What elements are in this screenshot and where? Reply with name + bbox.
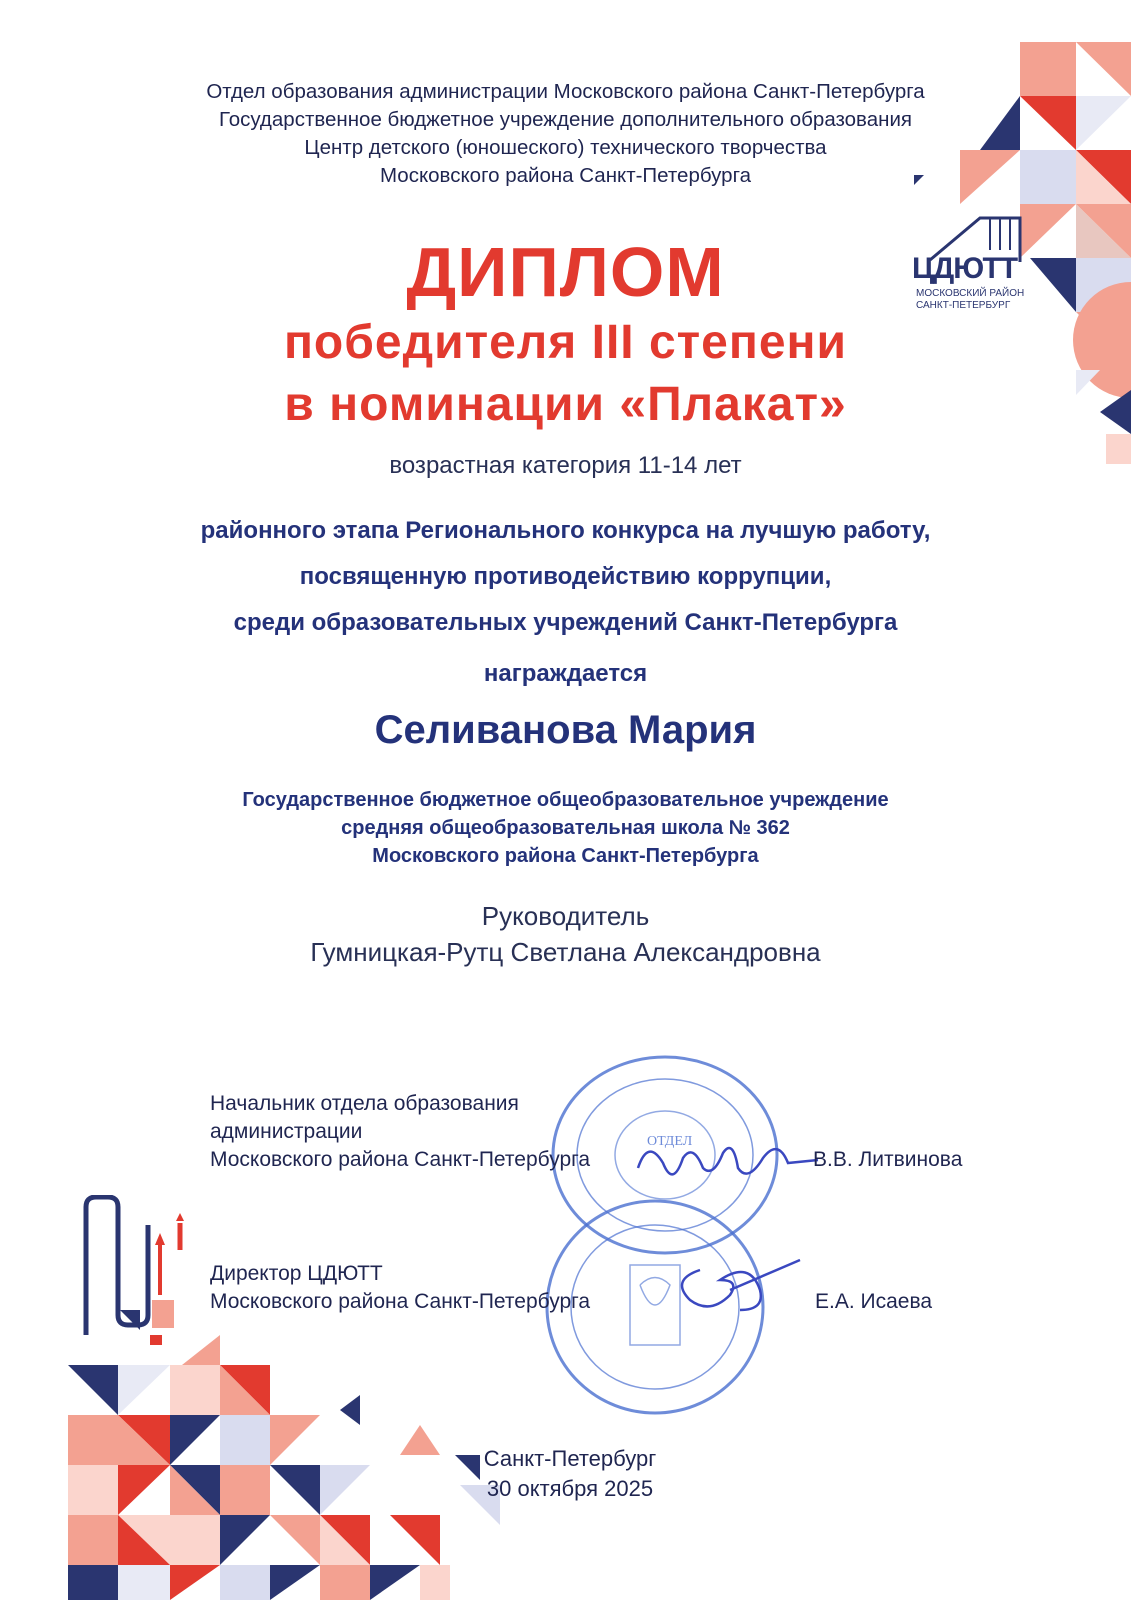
signature-isaeva: [660, 1250, 810, 1330]
signer-2-name: Е.А. Исаева: [815, 1290, 933, 1313]
leader-name: Гумницкая-Рутц Светлана Александровна: [310, 937, 821, 967]
logo-subtitle-2: САНКТ-ПЕТЕРБУРГ: [916, 300, 1011, 311]
age-category: возрастная категория 11-14 лет: [389, 452, 742, 479]
org-line-2: Государственное бюджетное учреждение дополнительного образования: [218, 108, 912, 131]
signer-2-title-line-2: Московского района Санкт-Петербурга: [210, 1290, 591, 1313]
signature-litvinova: [628, 1128, 828, 1198]
stamp-center-text: ОТДЕЛ: [647, 1134, 693, 1149]
contest-description: [0, 508, 1131, 646]
diploma-title: ДИПЛОМ: [406, 233, 725, 311]
contest-line-1: районного этапа Регионального конкурса на лучшую работу,: [200, 517, 931, 544]
signer-2-title-line-1: Директор ЦДЮТТ: [210, 1262, 383, 1285]
contest-line-3: среди образовательных учреждений Санкт-Петербурга: [233, 609, 898, 636]
decorative-pattern-bottom-left: [60, 1195, 500, 1600]
school-line-2: средняя общеобразовательная школа № 362: [341, 817, 790, 839]
leader-block: [0, 898, 1131, 970]
footer-city: Санкт-Петербург: [483, 1446, 657, 1471]
signer-1-title-line-1: Начальник отдела образования: [210, 1092, 519, 1115]
school-line-1: Государственное бюджетное общеобразовательное учреждение: [242, 789, 889, 811]
org-line-1: Отдел образования администрации Московского района Санкт-Петербурга: [206, 80, 925, 103]
organization-header: [0, 78, 1131, 190]
school-line-3: Московского района Санкт-Петербурга: [372, 845, 759, 867]
footer-date: 30 октября 2025: [486, 1476, 654, 1501]
signer-1-title-line-2: администрации: [210, 1120, 363, 1143]
signer-1-title-line-3: Московского района Санкт-Петербурга: [210, 1148, 591, 1171]
leader-label: Руководитель: [481, 901, 650, 931]
signature-block-1: [210, 1090, 650, 1174]
org-line-4: Московского района Санкт-Петербурга: [380, 164, 751, 187]
diploma-degree: победителя III степени: [283, 316, 848, 369]
diploma-nomination: в номинации «Плакат»: [284, 378, 847, 431]
awarded-label: награждается: [483, 660, 648, 687]
footer-place-date: [440, 1444, 700, 1504]
school-info: [0, 786, 1131, 870]
logo-name: ЦДЮТТ: [912, 252, 1018, 285]
signature-block-2: [210, 1260, 650, 1316]
signer-1-name: В.В. Литвинова: [813, 1148, 963, 1171]
logo-subtitle-1: МОСКОВСКИЙ РАЙОН: [916, 288, 1025, 299]
contest-line-2: посвященную противодействию коррупции,: [299, 563, 832, 590]
org-line-3: Центр детского (юношеского) технического творчества: [304, 136, 827, 159]
recipient-name: Селиванова Мария: [374, 708, 757, 752]
